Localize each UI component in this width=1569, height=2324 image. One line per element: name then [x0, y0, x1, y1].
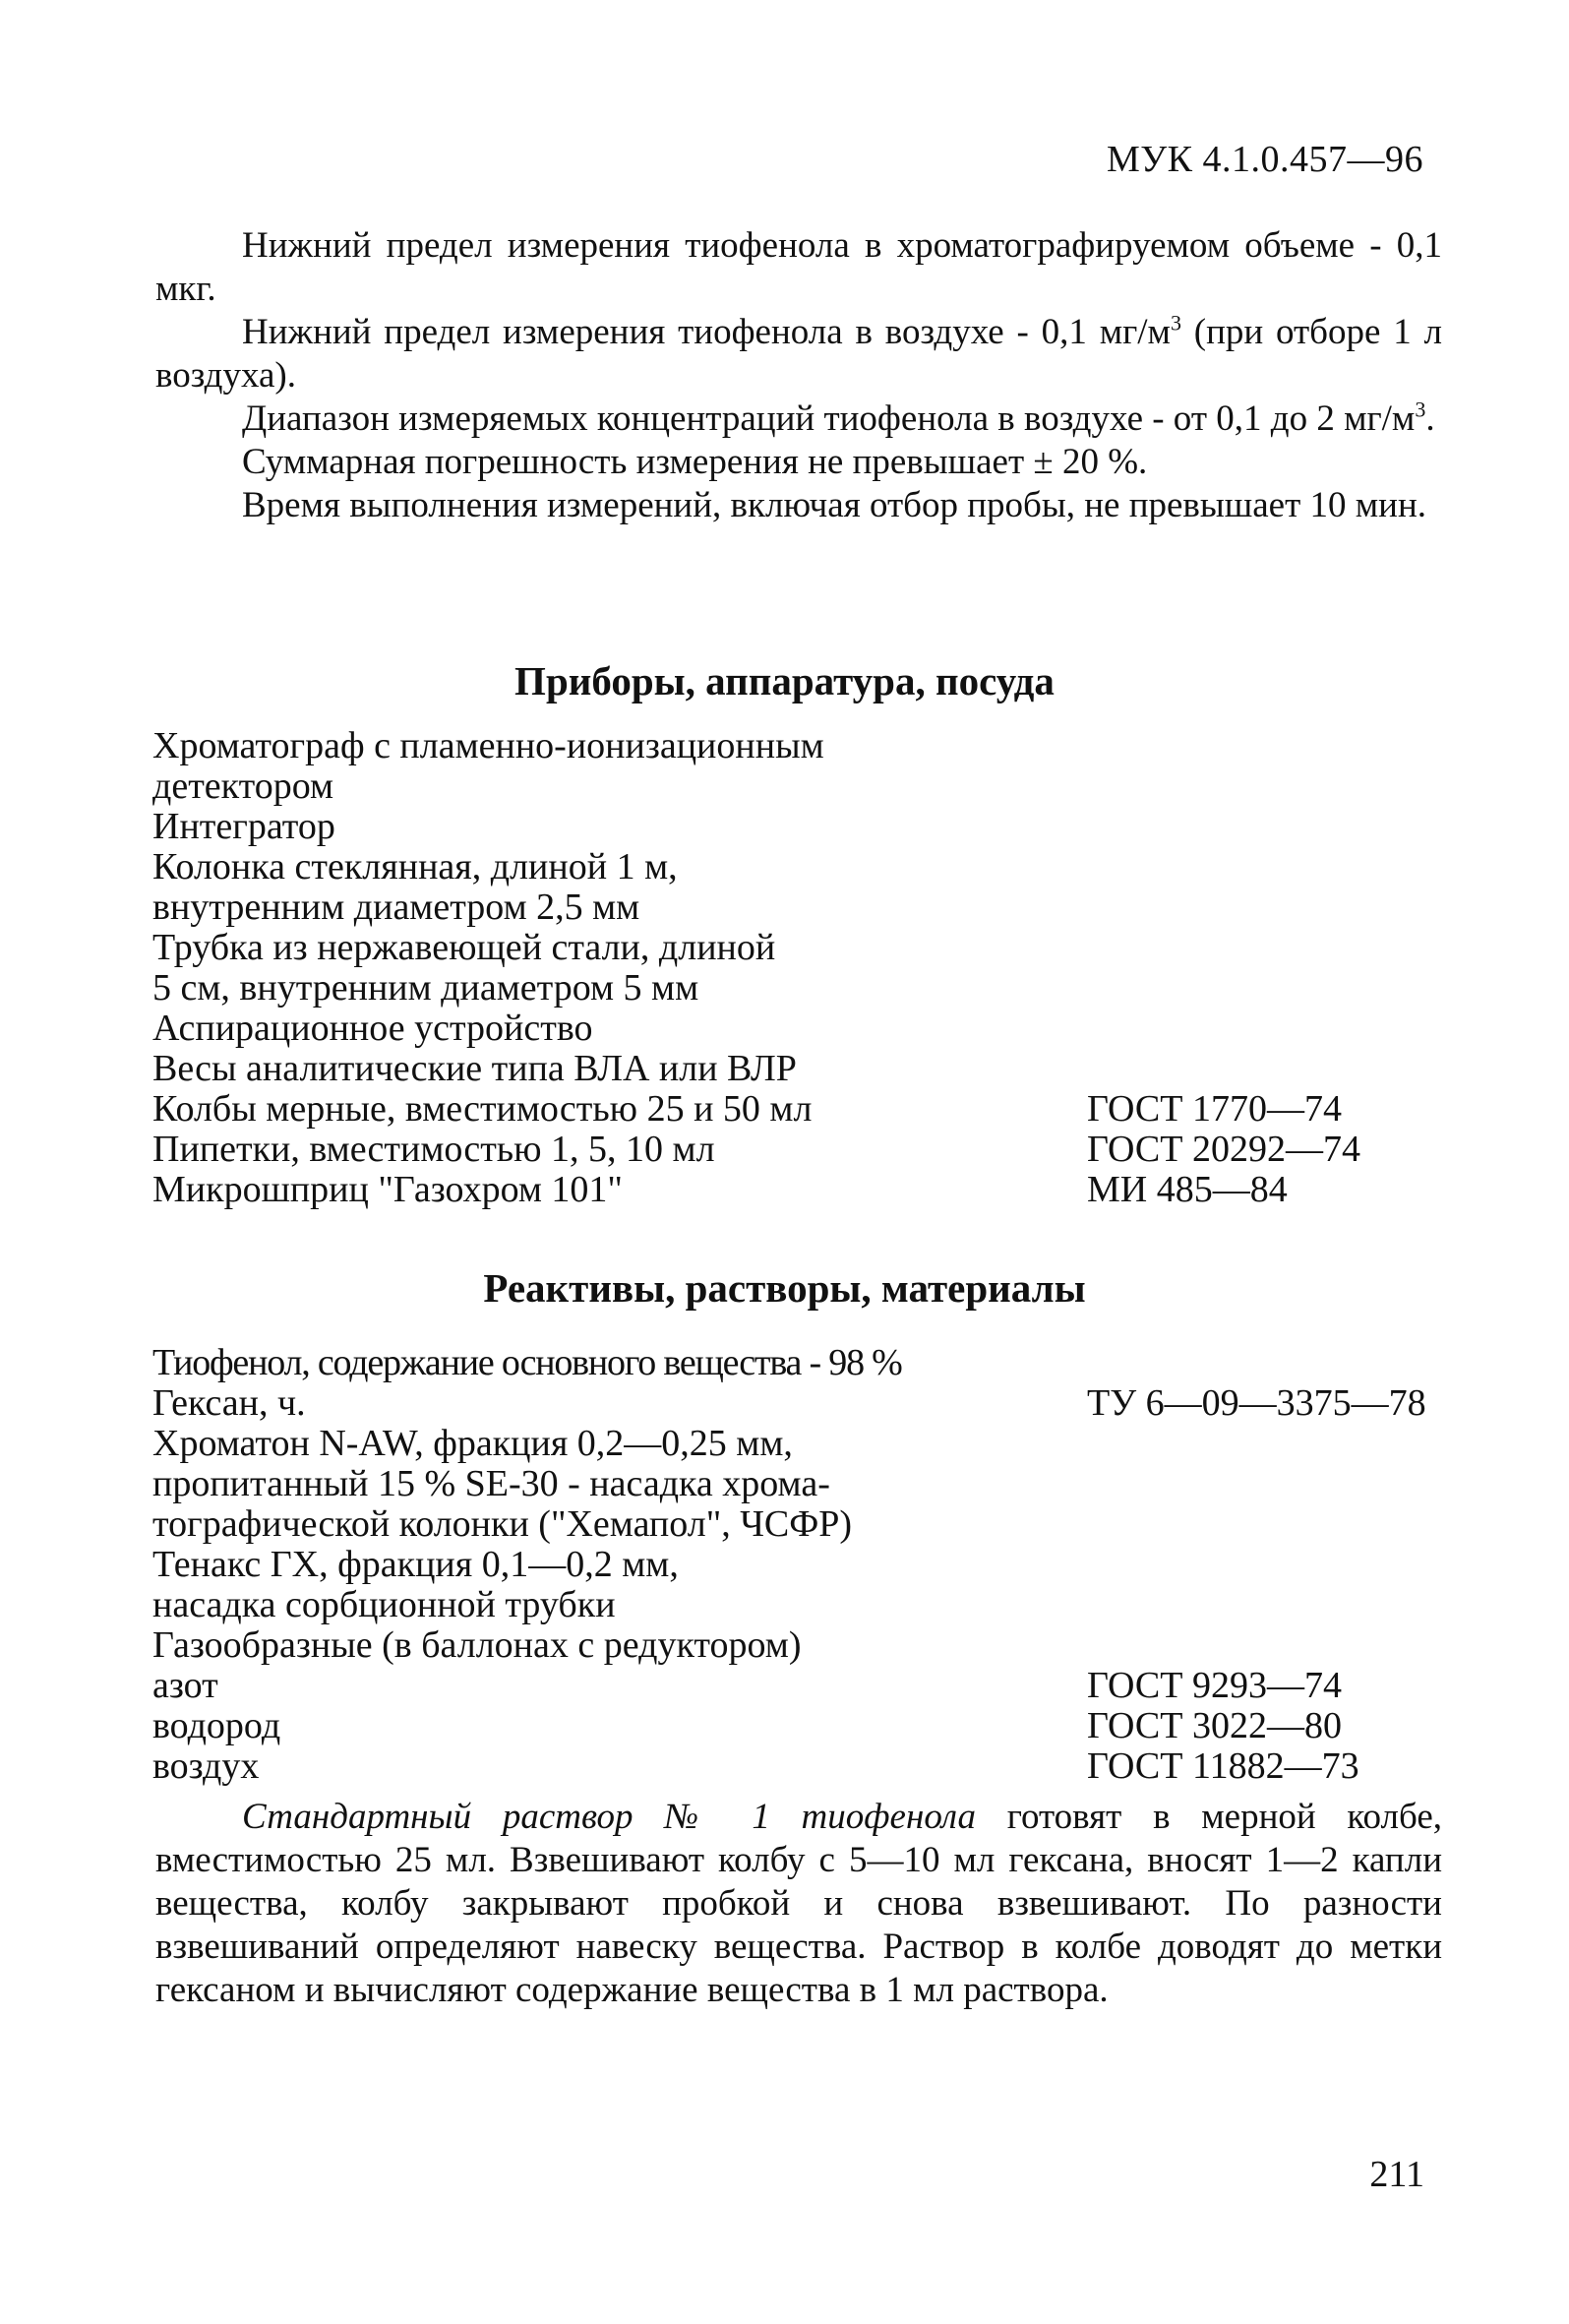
equipment-item-row	[152, 847, 1451, 928]
equipment-item-standard: ГОСТ 1770—74	[1087, 1088, 1342, 1130]
paragraph-lower-limit-air	[155, 311, 1442, 398]
reagent-item-row	[152, 1706, 1451, 1746]
equipment-item-standard: ГОСТ 20292—74	[1087, 1129, 1360, 1170]
reagent-item-row	[152, 1343, 1451, 1383]
reagent-item-standard: ГОСТ 9293—74	[1087, 1665, 1342, 1706]
intro-section	[155, 224, 1442, 527]
reagent-item-standard: ГОСТ 11882—73	[1087, 1745, 1359, 1787]
reagent-item-name: воздух	[152, 1745, 260, 1787]
reagent-item-standard: ТУ 6—09—3375—78	[1087, 1382, 1426, 1424]
reagent-item-row	[152, 1545, 1451, 1625]
equipment-list	[152, 726, 1451, 1210]
superscript: 3	[1415, 397, 1426, 422]
equipment-item-name: Весы аналитические типа ВЛА или ВЛР	[152, 1048, 797, 1089]
equipment-item-row	[152, 1009, 1451, 1049]
reagent-item-row	[152, 1424, 1451, 1545]
paragraph-concentration-range	[155, 398, 1442, 441]
paragraph-total-error: Суммарная погрешность измерения не превышает ± 20 %.	[242, 442, 1148, 482]
reagent-item-row	[152, 1383, 1451, 1424]
equipment-item-row	[152, 726, 1451, 807]
reagents-list	[152, 1343, 1451, 1787]
equipment-item-row	[152, 1130, 1451, 1170]
reagent-item-name: водород	[152, 1705, 281, 1746]
reagent-item-row	[152, 1625, 1451, 1666]
reagent-item-row	[152, 1666, 1451, 1706]
equipment-item-row	[152, 1089, 1451, 1130]
standard-solution-text: готовят в мерной колбе, вместимостью 25 мл. Взвешивают колбу с 5—10 мл гексана, вносят 1—2 капли вещества, колбу закрывают пробкой и снова взвешивают. По разности взвешиваний определяют навеску вещества. Раствор в колбе доводят до метки гексаном и вычисляют содержание вещества в 1 мл раствора.	[155, 1797, 1442, 2010]
paragraph-duration: Время выполнения измерений, включая отбор пробы, не превышает 10 мин.	[242, 485, 1427, 525]
equipment-item-name: Хроматограф с пламенно-ионизационным детектором	[152, 725, 824, 807]
reagent-item-name: Газообразные (в баллонах с редуктором)	[152, 1624, 802, 1666]
equipment-item-standard: МИ 485—84	[1087, 1169, 1288, 1210]
superscript: 3	[1170, 310, 1181, 336]
reagent-item-row	[152, 1746, 1451, 1787]
text-fragment: Нижний предел измерения тиофенола в воздухе - 0,1 мг/м	[242, 312, 1171, 352]
section-title-instruments: Приборы, аппаратура, посуда	[514, 658, 1055, 703]
reagent-item-name: Тиофенол, содержание основного вещества - 98 %	[152, 1342, 902, 1383]
text-fragment: .	[1425, 398, 1435, 439]
standard-solution-term: Стандартный раствор № 1 тиофенола	[242, 1797, 976, 1837]
reagent-item-name: Хроматон N-AW, фракция 0,2—0,25 мм, пропитанный 15 % SE-30 - насадка хрома- тографической колонки ("Хемапол", ЧСФР)	[152, 1423, 853, 1545]
reagent-item-name: Гексан, ч.	[152, 1382, 306, 1424]
text-fragment: (при отборе 1 л воздуха).	[155, 312, 1442, 396]
equipment-item-row	[152, 928, 1451, 1009]
equipment-item-name: Микрошприц "Газохром 101"	[152, 1169, 623, 1210]
closing-section	[155, 1796, 1442, 2012]
equipment-item-name: Колонка стеклянная, длиной 1 м, внутренним диаметром 2,5 мм	[152, 846, 678, 928]
equipment-item-row	[152, 807, 1451, 847]
reagent-item-name: азот	[152, 1665, 218, 1706]
reagent-item-standard: ГОСТ 3022—80	[1087, 1705, 1342, 1746]
document-code: МУК 4.1.0.457—96	[1106, 139, 1423, 180]
paragraph-standard-solution	[155, 1796, 1442, 2012]
page-number: 211	[1369, 2154, 1424, 2195]
equipment-item-name: Пипетки, вместимостью 1, 5, 10 мл	[152, 1129, 715, 1170]
text-fragment: Диапазон измеряемых концентраций тиофенола в воздухе - от 0,1 до 2 мг/м	[242, 398, 1416, 439]
equipment-item-name: Колбы мерные, вместимостью 25 и 50 мл	[152, 1088, 813, 1130]
equipment-item-name: Аспирационное устройство	[152, 1008, 593, 1049]
section-title-reagents: Реактивы, растворы, материалы	[483, 1265, 1086, 1311]
equipment-item-row	[152, 1049, 1451, 1089]
reagent-item-name: Тенакс ГХ, фракция 0,1—0,2 мм, насадка сорбционной трубки	[152, 1544, 679, 1625]
equipment-item-name: Интегратор	[152, 806, 335, 847]
paragraph-lower-limit-volume: Нижний предел измерения тиофенола в хроматографируемом объеме - 0,1 мкг.	[155, 225, 1442, 309]
equipment-item-row	[152, 1170, 1451, 1210]
equipment-item-name: Трубка из нержавеющей стали, длиной 5 см, внутренним диаметром 5 мм	[152, 927, 776, 1009]
